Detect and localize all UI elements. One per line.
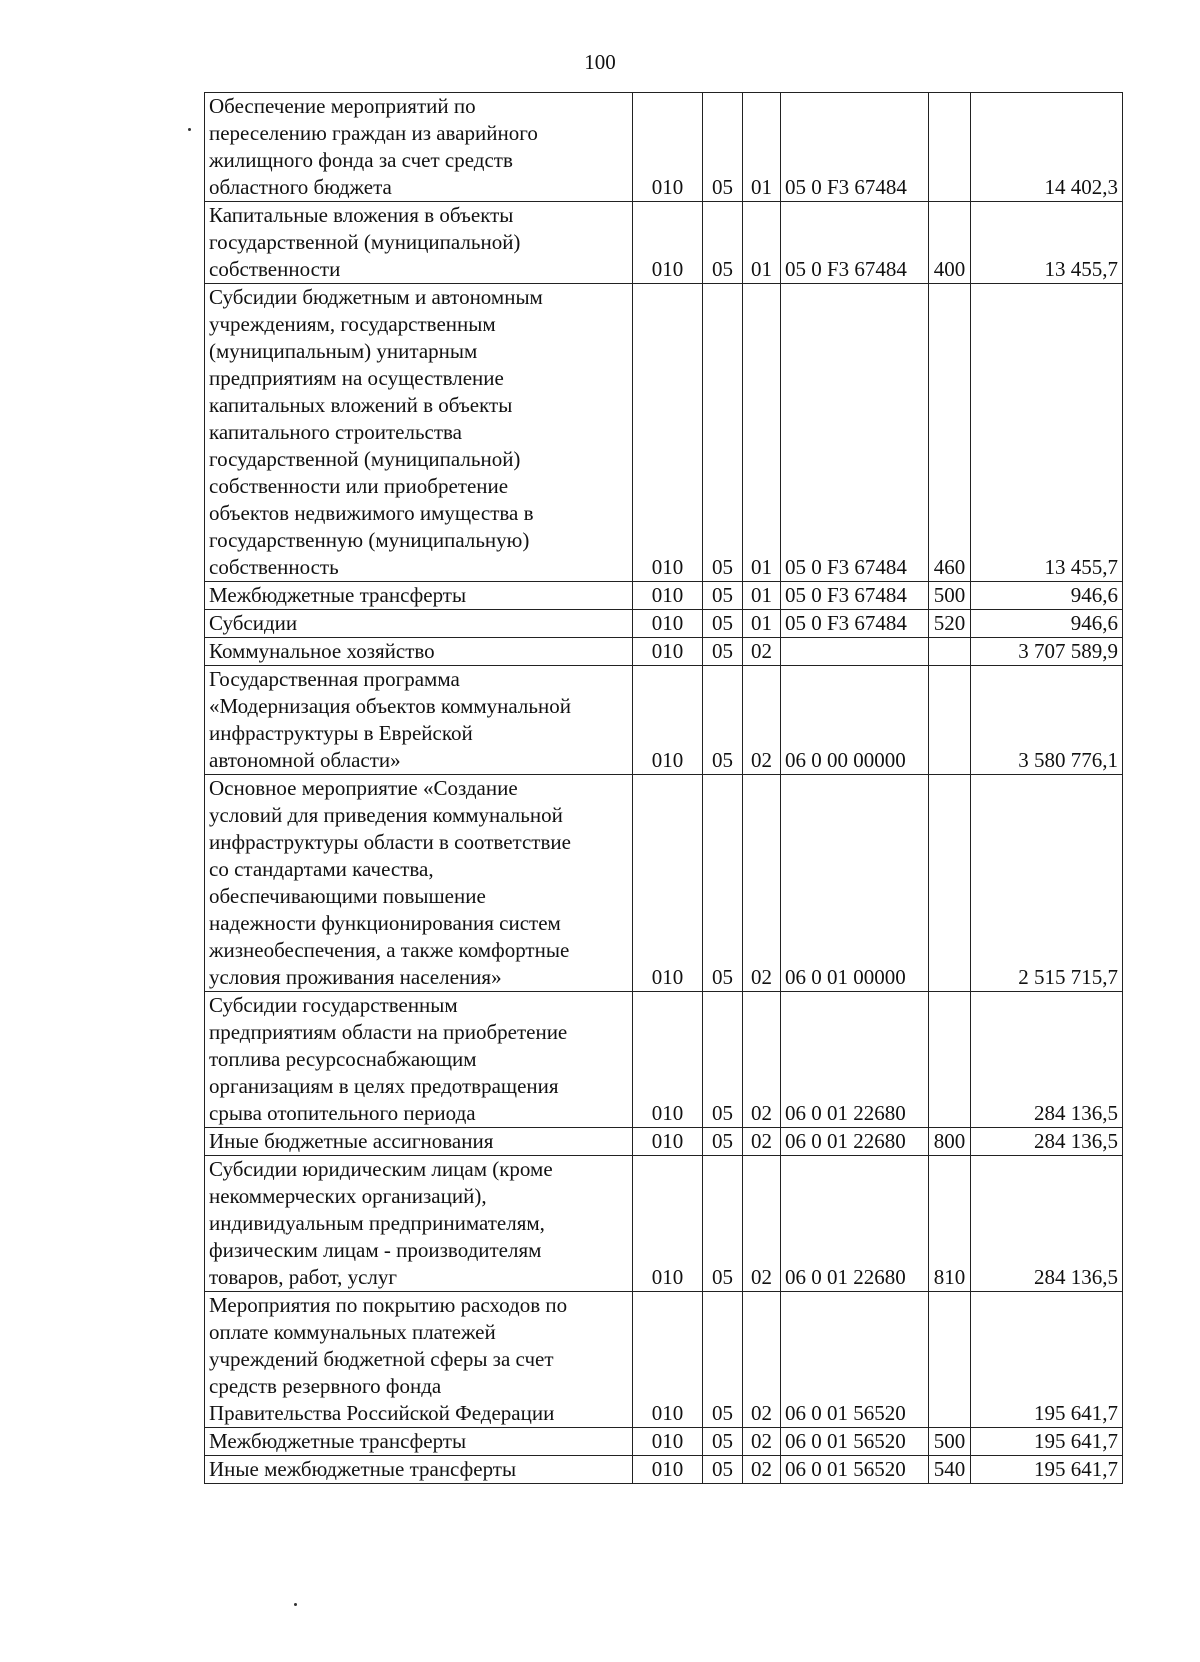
expense-type-cell [929,1292,971,1428]
page-number: 100 [584,50,616,74]
table-row [205,284,1123,582]
expense-name-cell: Субсидии государственным предприятиям области на приобретение топлива ресурсоснабжающим организациям в целях предотвращения срыва отопительного периода [205,992,633,1128]
target-article-cell: 06 0 01 56520 [781,1456,929,1484]
subsection-code-cell: 01 [743,202,781,284]
amount-cell: 195 641,7 [971,1428,1123,1456]
expense-name-cell: Обеспечение мероприятий по переселению граждан из аварийного жилищного фонда за счет средств областного бюджета [205,93,633,202]
expense-type-cell: 540 [929,1456,971,1484]
amount-cell: 14 402,3 [971,93,1123,202]
expense-name-cell: Коммунальное хозяйство [205,638,633,666]
section-code-cell: 05 [703,1456,743,1484]
table-row [205,775,1123,992]
subsection-code-cell: 02 [743,1128,781,1156]
table-row [205,582,1123,610]
ministry-code-cell: 010 [633,638,703,666]
amount-cell: 3 707 589,9 [971,638,1123,666]
target-article-cell: 05 0 F3 67484 [781,582,929,610]
section-code-cell: 05 [703,666,743,775]
expense-name-cell: Основное мероприятие «Создание условий для приведения коммунальной инфраструктуры области в соответствие со стандартами качества, обеспечивающими повышение надежности функционирования систем жизнеобеспечения, а также комфортные условия проживания населения» [205,775,633,992]
subsection-code-cell: 01 [743,610,781,638]
section-code-cell: 05 [703,610,743,638]
amount-cell: 946,6 [971,582,1123,610]
section-code-cell: 05 [703,775,743,992]
table-row [205,1292,1123,1428]
subsection-code-cell: 02 [743,666,781,775]
ministry-code-cell: 010 [633,666,703,775]
amount-cell: 195 641,7 [971,1292,1123,1428]
section-code-cell: 05 [703,1428,743,1456]
ministry-code-cell: 010 [633,610,703,638]
expense-type-cell [929,93,971,202]
expense-type-cell: 810 [929,1156,971,1292]
table-row [205,610,1123,638]
ministry-code-cell: 010 [633,775,703,992]
amount-cell: 13 455,7 [971,284,1123,582]
section-code-cell: 05 [703,93,743,202]
ministry-code-cell: 010 [633,1128,703,1156]
target-article-cell: 06 0 01 56520 [781,1428,929,1456]
target-article-cell: 05 0 F3 67484 [781,610,929,638]
target-article-cell: 05 0 F3 67484 [781,202,929,284]
section-code-cell: 05 [703,582,743,610]
expense-type-cell: 800 [929,1128,971,1156]
budget-table [204,92,1123,1484]
expense-name-cell: Мероприятия по покрытию расходов по оплате коммунальных платежей учреждений бюджетной сферы за счет средств резервного фонда Правительства Российской Федерации [205,1292,633,1428]
subsection-code-cell: 02 [743,1428,781,1456]
target-article-cell: 05 0 F3 67484 [781,93,929,202]
expense-type-cell [929,992,971,1128]
section-code-cell: 05 [703,284,743,582]
section-code-cell: 05 [703,202,743,284]
subsection-code-cell: 01 [743,284,781,582]
table-row [205,1128,1123,1156]
amount-cell: 2 515 715,7 [971,775,1123,992]
subsection-code-cell: 02 [743,1456,781,1484]
expense-name-cell: Межбюджетные трансферты [205,582,633,610]
target-article-cell: 05 0 F3 67484 [781,284,929,582]
ministry-code-cell: 010 [633,284,703,582]
expense-name-cell: Межбюджетные трансферты [205,1428,633,1456]
expense-name-cell: Иные бюджетные ассигнования [205,1128,633,1156]
amount-cell: 13 455,7 [971,202,1123,284]
expense-type-cell: 400 [929,202,971,284]
expense-name-cell: Субсидии бюджетным и автономным учреждениям, государственным (муниципальным) унитарным предприятиям на осуществление капитальных вложений в объекты капитального строительства государственной (муниципальной) собственности или приобретение объектов недвижимого имущества в государственную (муниципальную) собственность [205,284,633,582]
expense-type-cell: 460 [929,284,971,582]
expense-name-cell: Субсидии [205,610,633,638]
target-article-cell: 06 0 01 00000 [781,775,929,992]
table-row [205,93,1123,202]
amount-cell: 284 136,5 [971,1128,1123,1156]
ministry-code-cell: 010 [633,992,703,1128]
scan-speck [294,1603,297,1606]
ministry-code-cell: 010 [633,1456,703,1484]
expense-name-cell: Субсидии юридическим лицам (кроме некоммерческих организаций), индивидуальным предпринимателям, физическим лицам - производителям товаров, работ, услуг [205,1156,633,1292]
subsection-code-cell: 02 [743,638,781,666]
amount-cell: 3 580 776,1 [971,666,1123,775]
table-row [205,1428,1123,1456]
ministry-code-cell: 010 [633,1292,703,1428]
expense-type-cell [929,666,971,775]
section-code-cell: 05 [703,638,743,666]
amount-cell: 284 136,5 [971,1156,1123,1292]
expense-type-cell: 500 [929,582,971,610]
scan-speck [188,128,191,131]
section-code-cell: 05 [703,1156,743,1292]
subsection-code-cell: 02 [743,1292,781,1428]
subsection-code-cell: 02 [743,775,781,992]
expense-type-cell: 520 [929,610,971,638]
ministry-code-cell: 010 [633,582,703,610]
target-article-cell: 06 0 01 22680 [781,992,929,1128]
table-row [205,1456,1123,1484]
section-code-cell: 05 [703,1128,743,1156]
subsection-code-cell: 01 [743,582,781,610]
ministry-code-cell: 010 [633,202,703,284]
expense-type-cell: 500 [929,1428,971,1456]
target-article-cell: 06 0 01 56520 [781,1292,929,1428]
ministry-code-cell: 010 [633,1156,703,1292]
table-row [205,666,1123,775]
subsection-code-cell: 02 [743,1156,781,1292]
expense-type-cell [929,638,971,666]
subsection-code-cell: 01 [743,93,781,202]
amount-cell: 195 641,7 [971,1456,1123,1484]
expense-name-cell: Государственная программа «Модернизация объектов коммунальной инфраструктуры в Еврейской автономной области» [205,666,633,775]
table-row [205,638,1123,666]
ministry-code-cell: 010 [633,1428,703,1456]
amount-cell: 284 136,5 [971,992,1123,1128]
table-row [205,992,1123,1128]
ministry-code-cell: 010 [633,93,703,202]
table-row [205,202,1123,284]
table-row [205,1156,1123,1292]
target-article-cell: 06 0 01 22680 [781,1128,929,1156]
amount-cell: 946,6 [971,610,1123,638]
target-article-cell: 06 0 00 00000 [781,666,929,775]
target-article-cell [781,638,929,666]
expense-name-cell: Капитальные вложения в объекты государственной (муниципальной) собственности [205,202,633,284]
section-code-cell: 05 [703,992,743,1128]
subsection-code-cell: 02 [743,992,781,1128]
target-article-cell: 06 0 01 22680 [781,1156,929,1292]
section-code-cell: 05 [703,1292,743,1428]
expense-name-cell: Иные межбюджетные трансферты [205,1456,633,1484]
expense-type-cell [929,775,971,992]
